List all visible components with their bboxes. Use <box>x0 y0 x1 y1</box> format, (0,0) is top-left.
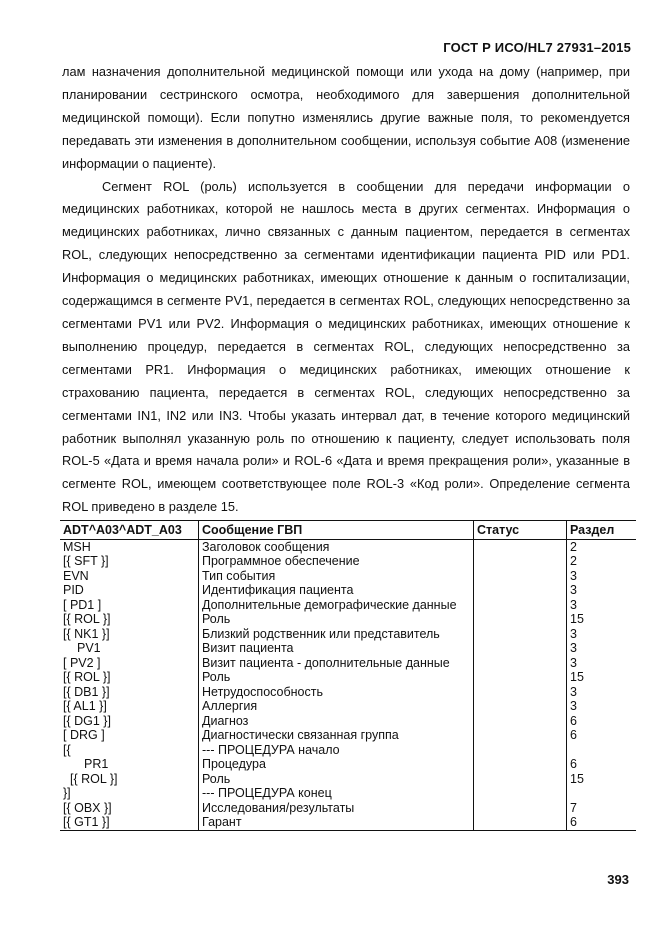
table-cell-segment: [{ ROL }] <box>70 771 118 786</box>
column-header-section: Раздел <box>567 521 637 540</box>
table-cell-description: Программное обеспечение <box>199 554 474 569</box>
table-cell-segment: [ PV2 ] <box>63 655 101 670</box>
table-row <box>60 612 636 627</box>
table-cell-description: Роль <box>199 612 474 627</box>
table-cell-status <box>474 641 567 656</box>
table-cell-status <box>474 728 567 743</box>
table-cell-segment: [ PD1 ] <box>63 597 102 612</box>
column-header-description: Сообщение ГВП <box>199 521 474 540</box>
table-cell-status <box>474 539 567 554</box>
column-header-status: Статус <box>474 521 567 540</box>
table-cell-section: 6 <box>567 714 637 729</box>
table-cell-section: 3 <box>567 685 637 700</box>
table-cell-description: --- ПРОЦЕДУРА конец <box>199 786 474 801</box>
table-cell-section: 15 <box>567 612 637 627</box>
table-cell-description: Визит пациента - дополнительные данные <box>199 656 474 671</box>
segment-table <box>60 520 636 831</box>
table-row <box>60 656 636 671</box>
table-cell-description: Заголовок сообщения <box>199 539 474 554</box>
table-cell-description: Близкий родственник или представитель <box>199 627 474 642</box>
table-row <box>60 714 636 729</box>
table-cell-section: 3 <box>567 583 637 598</box>
table-header-row <box>60 521 636 540</box>
table-row <box>60 699 636 714</box>
table-cell-segment: [{ AL1 }] <box>63 699 107 713</box>
table-cell-segment: PR1 <box>84 757 109 771</box>
table-cell-description: Диагностически связанная группа <box>199 728 474 743</box>
document-header: ГОСТ Р ИСО/HL7 27931–2015 <box>443 40 631 55</box>
table-cell-description: Нетрудоспособность <box>199 685 474 700</box>
page-number: 393 <box>607 872 629 887</box>
paragraph: Сегмент ROL (роль) используется в сообщении для передачи информации о медицинских работниках, которой не нашлось места в других сегментах. Информация о медицинских работниках, лично связанных с данным пациентом, передается в сегментах ROL, следующих непосредственно за сегментами идентификации пациента PID или PD1. Информация о медицинских работниках, имеющих отношение к данным о госпитализации, содержащимся в сегменте PV1, передается в сегментах ROL, следующих непосредственно за сегментами PV1 или PV2. Информация о медицинских работниках, имеющих отношение к выполнению процедур, передается в сегментах ROL, следующих непосредственно за сегментами PR1. Информация о медицинских работниках, имеющих отношение к страхованию пациента, передается в сегментах ROL, следующих непосредственно за сегментами IN1, IN2 или IN3. Чтобы указать интервал дат, в течение которого медицинский работник выполнял указанную роль по отношению к пациенту, следует использовать поля ROL-5 «Дата и время начала роли» и ROL-6 «Дата и время прекращения роли», указанные в сегменте ROL, имеющем соответствующее поле ROL-3 «Код роли». Определение сегмента ROL приведено в разделе 15. <box>62 178 630 515</box>
table-cell-section: 15 <box>567 670 637 685</box>
table-cell-section <box>567 786 637 801</box>
table-cell-section <box>567 743 637 758</box>
table-row <box>60 743 636 758</box>
table-cell-status <box>474 583 567 598</box>
table-row <box>60 539 636 554</box>
table-row <box>60 598 636 613</box>
table-cell-status <box>474 670 567 685</box>
table-cell-status <box>474 743 567 758</box>
table-cell-segment: [ DRG ] <box>63 728 105 742</box>
table-cell-section: 2 <box>567 539 637 554</box>
table-cell-description: --- ПРОЦЕДУРА начало <box>199 743 474 758</box>
table-cell-status <box>474 714 567 729</box>
table-cell-section: 3 <box>567 699 637 714</box>
table-cell-status <box>474 569 567 584</box>
table-cell-description: Диагноз <box>199 714 474 729</box>
table-cell-status <box>474 786 567 801</box>
table-cell-status <box>474 627 567 642</box>
paragraph: лам назначения дополнительной медицинской помощи или ухода на дому (например, при планировании сестринского осмотра, необходимого для завершения дополнительной медицинской помощи). Если попутно изменялись другие важные поля, то рекомендуется передавать эти изменения в дополнительном сообщении, используя событие А08 (изменение информации о пациенте). <box>62 64 630 171</box>
table-cell-section: 3 <box>567 598 637 613</box>
table-cell-description: Роль <box>199 772 474 787</box>
table-cell-section: 3 <box>567 656 637 671</box>
table-cell-status <box>474 815 567 830</box>
table-cell-segment: [{ DG1 }] <box>63 713 111 728</box>
table-cell-status <box>474 757 567 772</box>
table-cell-description: Роль <box>199 670 474 685</box>
table-row <box>60 554 636 569</box>
table-cell-status <box>474 699 567 714</box>
table-cell-description: Дополнительные демографические данные <box>199 598 474 613</box>
table-cell-status <box>474 554 567 569</box>
table-cell-section: 3 <box>567 641 637 656</box>
table-cell-status <box>474 598 567 613</box>
table-cell-segment: }] <box>63 786 71 800</box>
table-cell-segment: PV1 <box>77 641 101 655</box>
table-cell-description: Исследования/результаты <box>199 801 474 816</box>
table-cell-section: 3 <box>567 627 637 642</box>
table-cell-section: 6 <box>567 815 637 830</box>
table-cell-section: 6 <box>567 728 637 743</box>
table-row <box>60 786 636 801</box>
table-row <box>60 685 636 700</box>
table-cell-status <box>474 656 567 671</box>
table-row <box>60 815 636 830</box>
table-cell-section: 15 <box>567 772 637 787</box>
table-cell-segment: MSH <box>63 539 91 554</box>
table-cell-segment: PID <box>63 583 84 597</box>
table-row <box>60 641 636 656</box>
table-cell-description: Тип события <box>199 569 474 584</box>
table-cell-description: Идентификация пациента <box>199 583 474 598</box>
table-cell-segment: [{ ROL }] <box>63 670 111 684</box>
table-row <box>60 583 636 598</box>
table-cell-description: Аллергия <box>199 699 474 714</box>
table-cell-description: Гарант <box>199 815 474 830</box>
table-cell-description: Процедура <box>199 757 474 772</box>
table-cell-status <box>474 772 567 787</box>
table-cell-section: 3 <box>567 569 637 584</box>
table-row <box>60 627 636 642</box>
table-cell-section: 7 <box>567 801 637 816</box>
table-cell-segment: [{ OBX }] <box>63 800 112 815</box>
table-cell-segment: [{ GT1 }] <box>60 815 199 830</box>
table-cell-description: Визит пациента <box>199 641 474 656</box>
table-row <box>60 670 636 685</box>
table-row <box>60 801 636 816</box>
column-header-message: ADT^A03^ADT_A03 <box>60 521 199 540</box>
table-cell-status <box>474 685 567 700</box>
table-cell-segment: [{ <box>63 742 71 757</box>
table-cell-section: 2 <box>567 554 637 569</box>
table-cell-segment: [{ ROL }] <box>63 612 111 626</box>
table-row <box>60 772 636 787</box>
table-row <box>60 569 636 584</box>
table-cell-status <box>474 612 567 627</box>
table-cell-segment: [{ DB1 }] <box>63 684 110 699</box>
table-cell-status <box>474 801 567 816</box>
table-row <box>60 728 636 743</box>
body-text <box>62 61 630 519</box>
table-cell-segment: [{ NK1 }] <box>63 626 110 641</box>
table-cell-segment: [{ SFT }] <box>63 554 109 568</box>
table-cell-section: 6 <box>567 757 637 772</box>
table-row <box>60 757 636 772</box>
table-cell-segment: EVN <box>63 568 89 583</box>
